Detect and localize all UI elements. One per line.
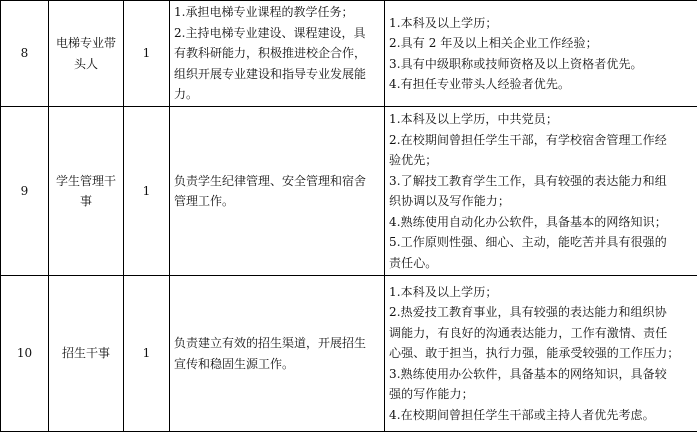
duty-line: 管理工作。 (174, 191, 380, 212)
job-duties (170, 107, 385, 276)
row-number: 9 (1, 107, 49, 276)
requirement-line: 1.本科及以上学历，中共党员； (389, 109, 693, 130)
job-duties (170, 1, 385, 107)
requirement-line: 5.工作原则性强、细心、主动，能吃苦并具有很强的 (389, 232, 693, 253)
duty-line: 1.承担电梯专业课程的教学任务； (174, 2, 380, 23)
row-number: 10 (1, 276, 49, 432)
requirement-line: 4.有担任专业带头人经验者优先。 (389, 74, 693, 95)
requirement-line: 验优先； (389, 150, 693, 171)
duty-line: 宣传和稳固生源工作。 (174, 354, 380, 375)
row-number: 8 (1, 1, 49, 107)
requirement-line: 强的写作能力； (389, 384, 693, 405)
duty-line: 负责建立有效的招生渠道，开展招生 (174, 333, 380, 354)
position-title (49, 1, 124, 107)
duty-line: 组织开展专业建设和指导专业发展能 (174, 64, 380, 85)
position-title (49, 276, 124, 432)
table-row (1, 107, 697, 276)
requirement-line: 3.了解技工教育学生工作，具有较强的表达能力和组 (389, 171, 693, 192)
job-requirements (385, 107, 697, 276)
job-duties (170, 276, 385, 432)
position-title-line: 电梯专业带 (53, 33, 119, 54)
requirement-line: 2.具有 2 年及以上相关企业工作经验； (389, 33, 693, 54)
job-requirements (385, 276, 697, 432)
requirement-line: 1.本科及以上学历； (389, 282, 693, 303)
requirement-line: 心强、敢于担当，执行力强，能承受较强的工作压力； (389, 343, 693, 364)
headcount: 1 (124, 1, 170, 107)
duty-line: 有教科研能力，积极推进校企合作， (174, 43, 380, 64)
position-title-line: 事 (53, 191, 119, 212)
requirement-line: 责任心。 (389, 253, 693, 274)
headcount: 1 (124, 276, 170, 432)
job-requirements (385, 1, 697, 107)
requirement-line: 3.具有中级职称或技师资格及以上资格者优先。 (389, 54, 693, 75)
position-title-line: 招生干事 (53, 343, 119, 364)
table-row (1, 276, 697, 432)
duty-line: 力。 (174, 84, 380, 105)
headcount: 1 (124, 107, 170, 276)
requirement-line: 2.在校期间曾担任学生干部，有学校宿舍管理工作经 (389, 130, 693, 151)
requirement-line: 2.热爱技工教育事业，具有较强的表达能力和组织协 (389, 302, 693, 323)
requirement-line: 调能力，有良好的沟通表达能力，工作有激情、责任 (389, 323, 693, 344)
requirement-line: 3.熟练使用办公软件，具备基本的网络知识，具备较 (389, 364, 693, 385)
duty-line: 2.主持电梯专业建设、课程建设，具 (174, 23, 380, 44)
requirement-line: 4.熟练使用自动化办公软件，具备基本的网络知识； (389, 212, 693, 233)
requirement-line: 1.本科及以上学历； (389, 13, 693, 34)
position-title-line: 头人 (53, 54, 119, 75)
position-title (49, 107, 124, 276)
table-row (1, 1, 697, 107)
requirement-line: 4.在校期间曾担任学生干部或主持人者优先考虑。 (389, 405, 693, 426)
requirement-line: 织协调以及写作能力； (389, 191, 693, 212)
position-title-line: 学生管理干 (53, 171, 119, 192)
duty-line: 负责学生纪律管理、安全管理和宿舍 (174, 171, 380, 192)
